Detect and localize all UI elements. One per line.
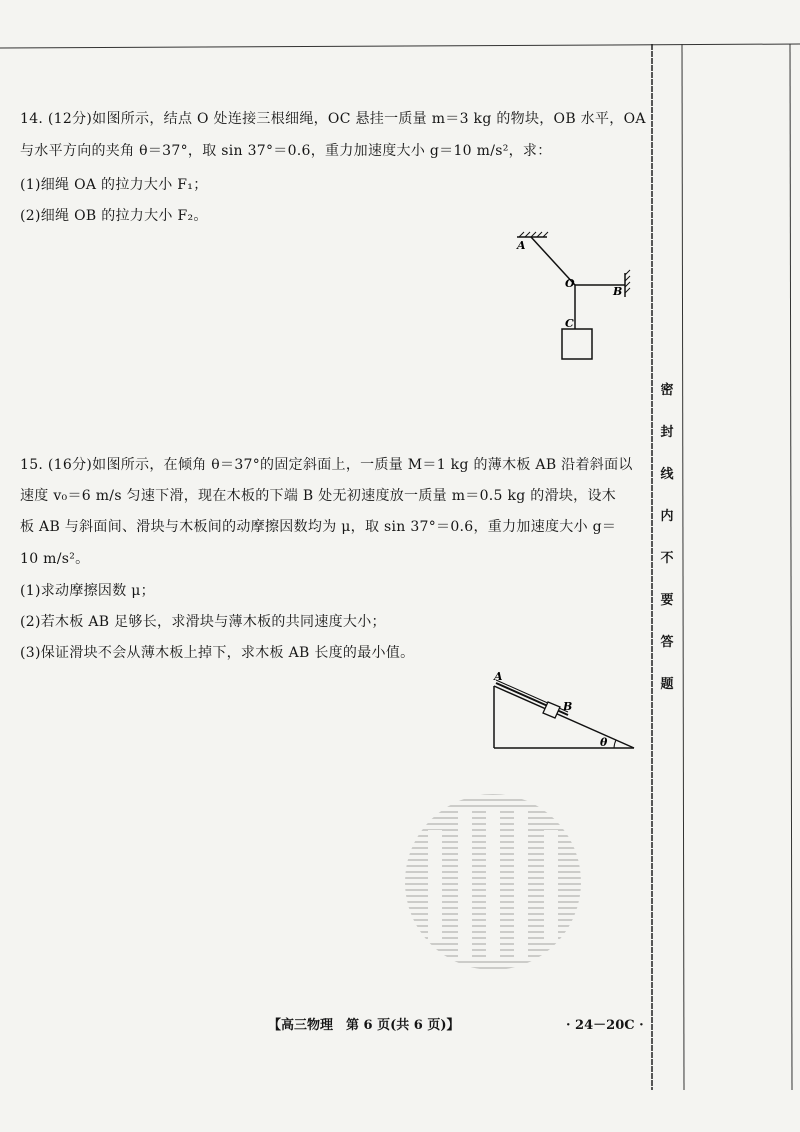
q15-part-2: (2)若木板 AB 足够长，求滑块与薄木板的共同速度大小； <box>20 614 386 630</box>
seal-char: 题 <box>660 677 674 692</box>
q15-line-3: 板 AB 与斜面间、滑块与木板间的动摩擦因数均为 μ，取 sin 37°＝0.6，重力加速度大小 g＝ <box>20 519 617 535</box>
footer-page-info: 【高三物理 第 6 页(共 6 页)】 <box>268 1018 460 1033</box>
q15-part-3: (3)保证滑块不会从薄木板上掉下，求木板 AB 长度的最小值。 <box>20 645 415 661</box>
q14-part-2: (2)细绳 OB 的拉力大小 F₂。 <box>20 208 208 224</box>
q15-line-1: 15. (16分)如图所示，在倾角 θ＝37°的固定斜面上，一质量 M＝1 kg 的薄木板 AB 沿着斜面以 <box>20 457 633 473</box>
q14-label-b: B <box>613 285 623 298</box>
seal-char: 要 <box>660 593 674 608</box>
q14-knot-figure <box>505 225 635 365</box>
q15-label-theta: θ <box>600 736 608 749</box>
q15-label-a: A <box>494 670 503 683</box>
q15-label-b: B <box>563 700 573 713</box>
q14-label-o: O <box>565 277 575 290</box>
q14-label-a: A <box>517 239 526 252</box>
q15-line-2: 速度 v₀＝6 m/s 匀速下滑，现在木板的下端 B 处无初速度放一质量 m＝0.5 kg 的滑块，设木 <box>20 488 617 504</box>
watermark-logo <box>398 790 588 975</box>
q15-line-4: 10 m/s²。 <box>20 551 90 567</box>
q14-label-c: C <box>565 317 574 330</box>
seal-char: 密 <box>660 383 674 398</box>
seal-line-notice <box>652 370 682 706</box>
seal-char: 内 <box>660 509 674 524</box>
q15-part-1: (1)求动摩擦因数 μ； <box>20 583 155 599</box>
seal-char: 线 <box>660 467 674 482</box>
q14-line-1: 14. (12分)如图所示，结点 O 处连接三根细绳，OC 悬挂一质量 m＝3 kg 的物块，OB 水平，OA <box>20 111 646 127</box>
seal-char: 封 <box>660 425 674 440</box>
seal-char: 答 <box>660 635 674 650</box>
footer-exam-code: · 24－20C · <box>566 1018 644 1033</box>
q14-part-1: (1)细绳 OA 的拉力大小 F₁； <box>20 177 208 193</box>
q15-incline-figure <box>488 670 638 755</box>
seal-char: 不 <box>660 551 674 566</box>
q14-line-2: 与水平方向的夹角 θ＝37°，取 sin 37°＝0.6，重力加速度大小 g＝10 m/s²，求： <box>20 143 552 159</box>
